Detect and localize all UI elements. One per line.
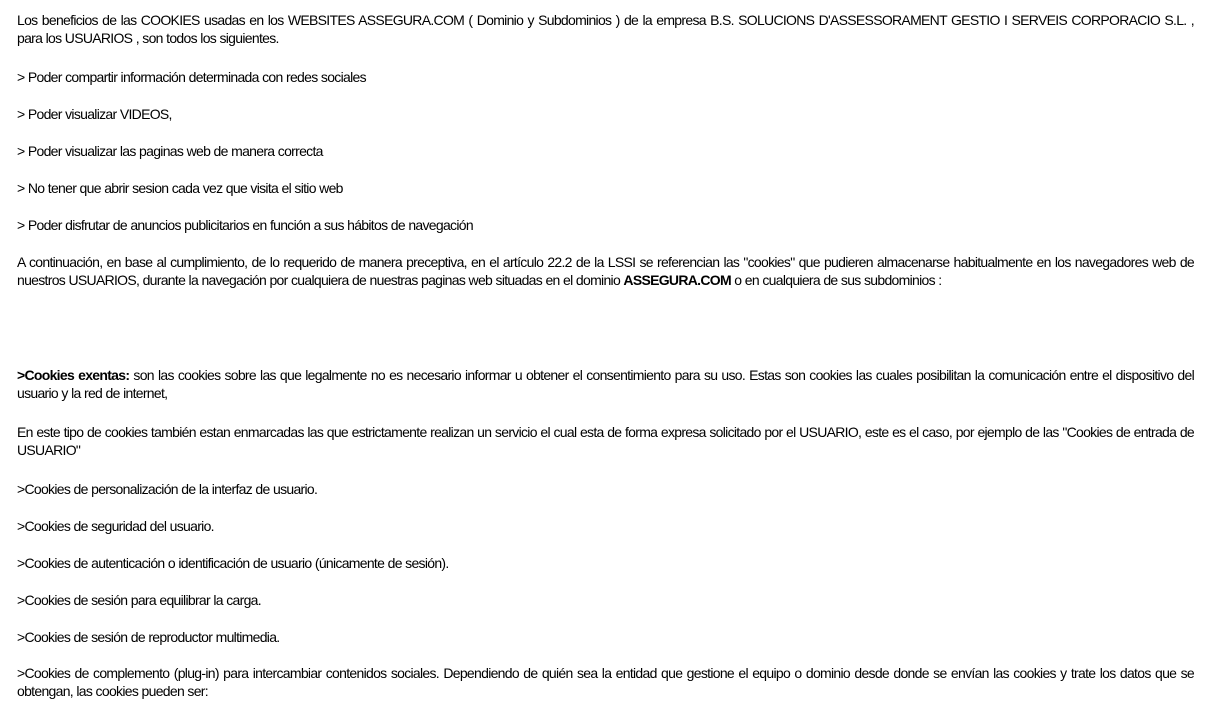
continuation-text-after: o en cualquiera de sus subdominios : — [730, 272, 942, 288]
cookie-type-multimedia: >Cookies de sesión de reproductor multimedia. — [17, 629, 280, 645]
continuation-text-before: A continuación, en base al cumplimiento, de lo requerido de manera preceptiva, en el artículo 22.2 de la LSSI se referencian las "cookies" que pudieren almacenarse habitualmente en los navegadores web de nuestros USUARIOS, durante la navegación por cualquiera de nuestras paginas web situadas en el dominio — [17, 254, 1194, 288]
benefit-item-videos: > Poder visualizar VIDEOS, — [17, 106, 172, 122]
domain-name: ASSEGURA.COM — [623, 272, 731, 288]
complemento-paragraph: >Cookies de complemento (plug-in) para intercambiar contenidos sociales. Dependiendo de quién sea la entidad que gestione el equipo o dominio desde donde se envían las cookies y trate los datos que se obtengan, las cookies pueden ser: — [17, 665, 1194, 699]
benefit-item-social: > Poder compartir información determinada con redes sociales — [17, 69, 366, 85]
benefit-item-session: > No tener que abrir sesion cada vez que visita el sitio web — [17, 180, 343, 196]
tipo-paragraph: En este tipo de cookies también estan enmarcadas las que estrictamente realizan un servicio el cual esta de forma expresa solicitado por el USUARIO, este es el caso, por ejemplo de las "Cookies de entrada de USUARIO" — [17, 424, 1194, 458]
intro-paragraph: Los beneficios de las COOKIES usadas en los WEBSITES ASSEGURA.COM ( Dominio y Subdominios ) de la empresa B.S. SOLUCIONS D'ASSESSORAMENT GESTIO I SERVEIS CORPORACIO S.L. , para los USUARIOS , son todos los siguientes. — [17, 12, 1194, 46]
cookie-type-authentication: >Cookies de autenticación o identificación de usuario (únicamente de sesión). — [17, 555, 449, 571]
continuation-paragraph — [17, 253, 1194, 289]
exentas-label: >Cookies exentas: — [17, 367, 130, 383]
cookie-type-security: >Cookies de seguridad del usuario. — [17, 518, 214, 534]
exentas-text: son las cookies sobre las que legalmente no es necesario informar u obtener el consentimiento para su uso. Estas son cookies las cuales posibilitan la comunicación entre el dispositivo del usuario y la red de internet, — [17, 367, 1194, 401]
benefit-item-ads: > Poder disfrutar de anuncios publicitarios en función a sus hábitos de navegación — [17, 217, 473, 233]
benefit-item-pages: > Poder visualizar las paginas web de manera correcta — [17, 143, 323, 159]
cookie-type-load-balancing: >Cookies de sesión para equilibrar la carga. — [17, 592, 261, 608]
exentas-paragraph — [17, 366, 1194, 402]
cookie-type-personalization: >Cookies de personalización de la interfaz de usuario. — [17, 481, 318, 497]
